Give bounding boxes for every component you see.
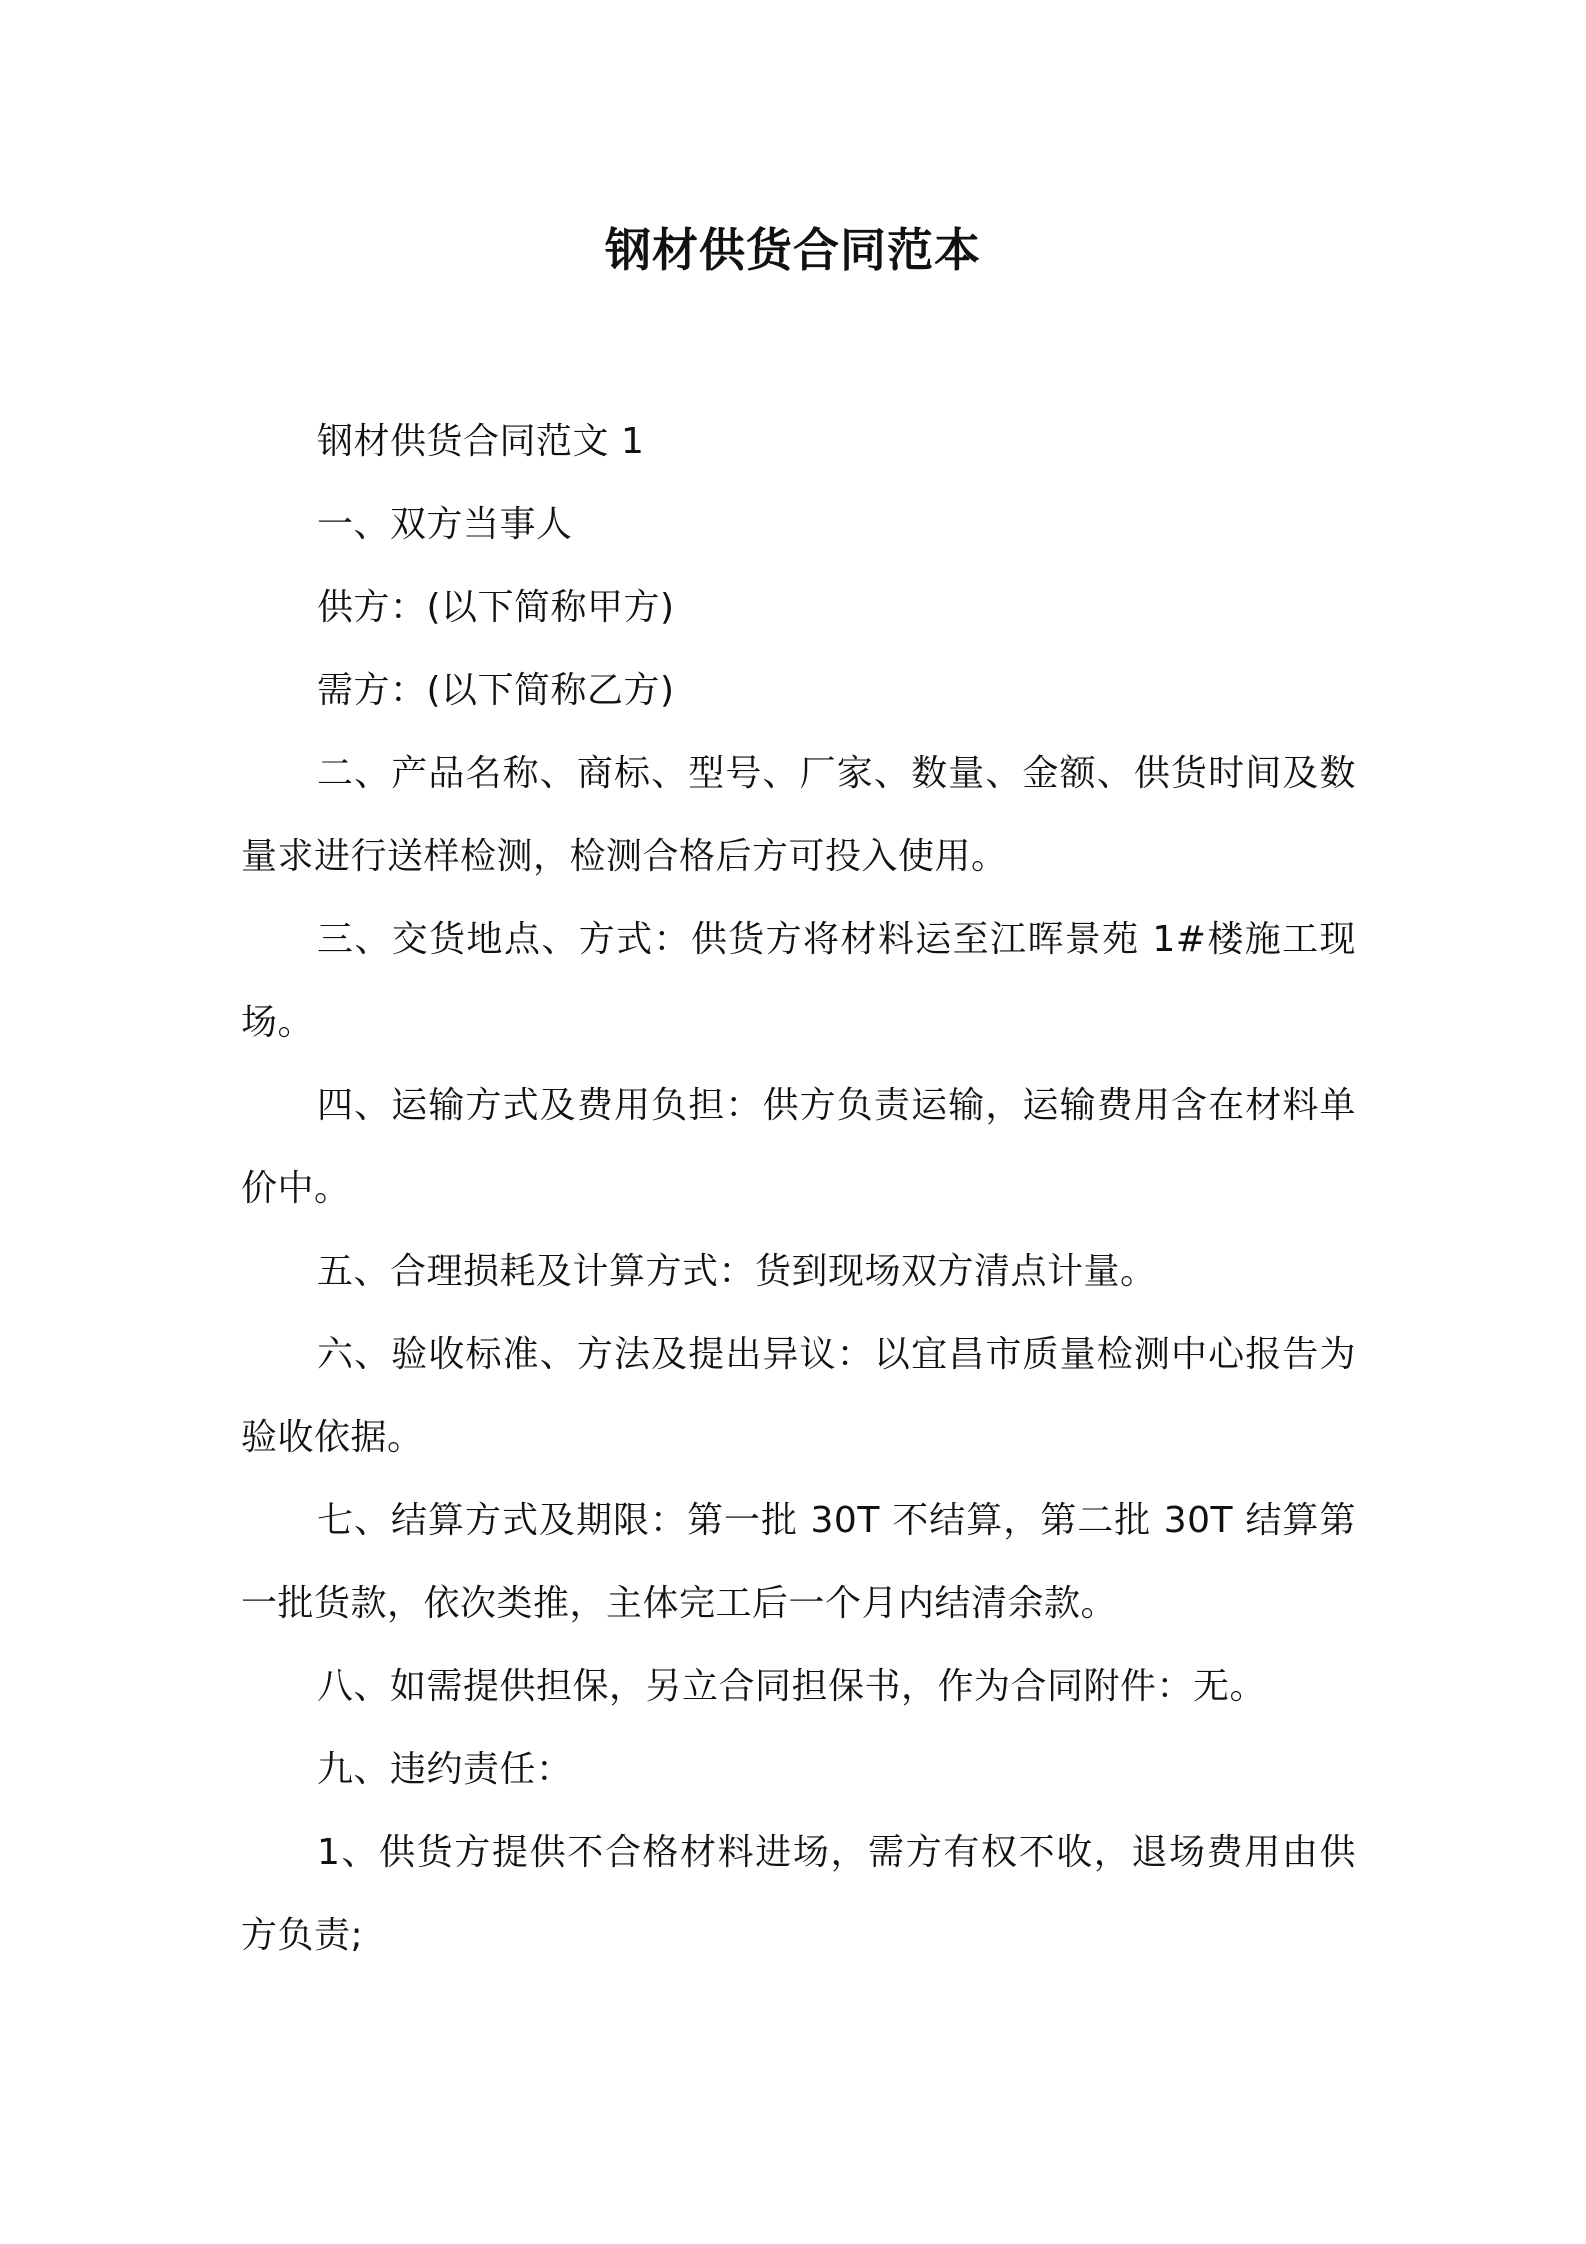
paragraph-settlement: 七、结算方式及期限：第一批 30T 不结算，第二批 30T 结算第一批货款，依次类推，主体完工后一个月内结清余款。 [241, 1500, 1356, 1624]
paragraph-delivery: 三、交货地点、方式：供货方将材料运至江晖景苑 1#楼施工现场。 [241, 919, 1356, 1043]
document-title: 钢材供货合同范本 [605, 223, 981, 277]
paragraph-parties: 一、双方当事人 [317, 504, 573, 545]
paragraph-buyer: 需方：(以下简称乙方) [317, 670, 675, 711]
document-body [241, 400, 1356, 1977]
paragraph-liability: 九、违约责任： [317, 1749, 573, 1790]
paragraph-loss: 五、合理损耗及计算方式：货到现场双方清点计量。 [317, 1251, 1157, 1292]
paragraph-acceptance: 六、验收标准、方法及提出异议：以宜昌市质量检测中心报告为验收依据。 [241, 1334, 1356, 1458]
paragraph-guarantee: 八、如需提供担保，另立合同担保书，作为合同附件：无。 [317, 1666, 1267, 1707]
paragraph-liability-item-1: 1、供货方提供不合格材料进场，需方有权不收，退场费用由供方负责; [241, 1832, 1356, 1956]
paragraph-supplier: 供方：(以下简称甲方) [317, 587, 675, 628]
paragraph-product: 二、产品名称、商标、型号、厂家、数量、金额、供货时间及数量求进行送样检测，检测合格后方可投入使用。 [241, 753, 1356, 877]
paragraph-transport: 四、运输方式及费用负担：供方负责运输，运输费用含在材料单价中。 [241, 1085, 1356, 1209]
paragraph-heading-1: 钢材供货合同范文 1 [317, 421, 645, 462]
